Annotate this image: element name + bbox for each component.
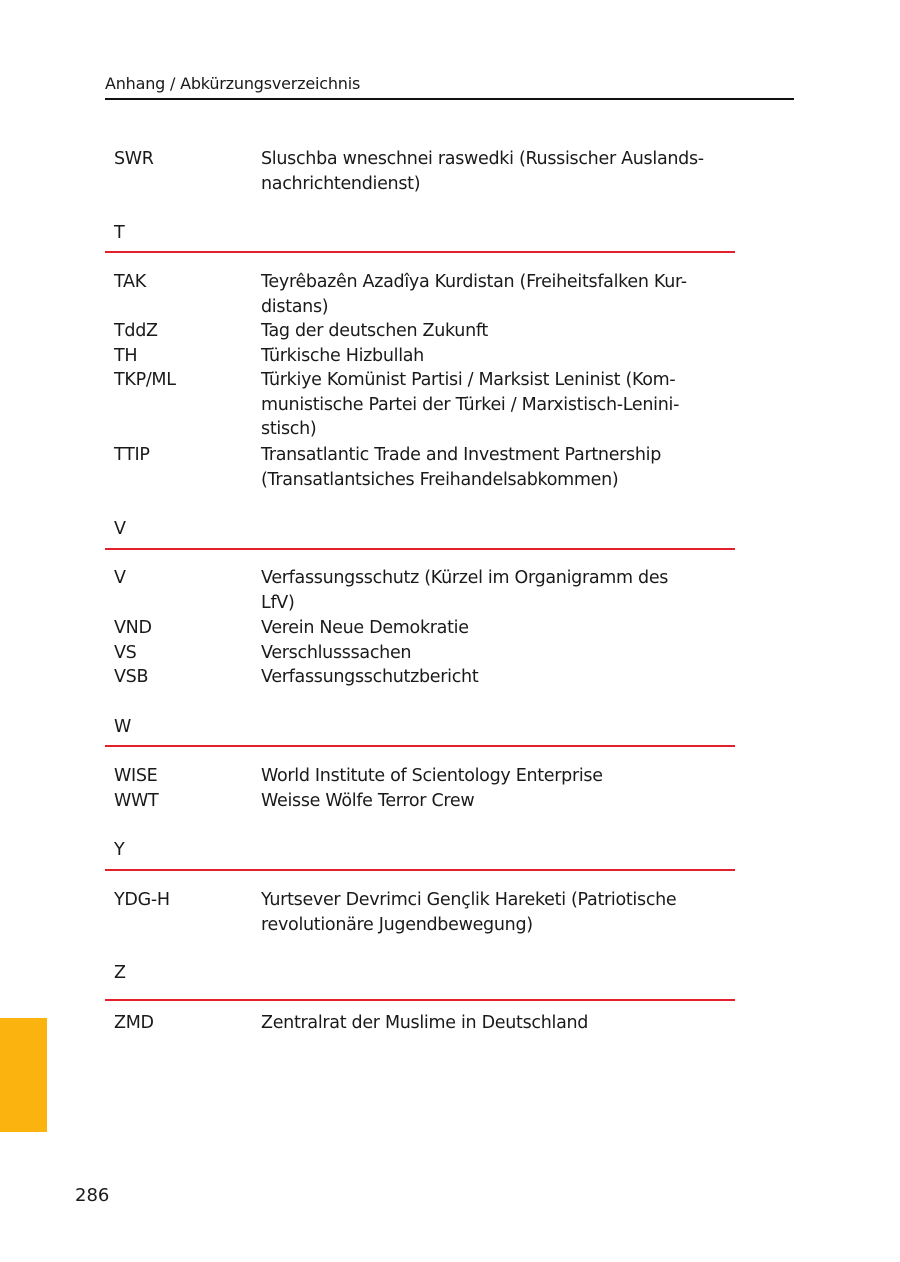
abbreviation: VS: [114, 643, 137, 663]
abbreviation: V: [114, 568, 126, 588]
definition: Teyrêbazên Azadîya Kurdistan (Freiheitsfalken Kur- distans): [261, 272, 687, 317]
definition: Verfassungsschutzbericht: [261, 667, 479, 687]
section-rule: [105, 745, 735, 747]
abbreviation: TddZ: [114, 321, 158, 341]
definition: Sluschba wneschnei raswedki (Russischer Auslands- nachrichtendienst): [261, 149, 704, 194]
abbreviation: ZMD: [114, 1013, 154, 1033]
section-rule: [105, 548, 735, 550]
definition: Verfassungsschutz (Kürzel im Organigramm des LfV): [261, 568, 669, 613]
definition: Yurtsever Devrimci Gençlik Hareketi (Patriotische revolutionäre Jugendbewegung): [261, 890, 677, 935]
abbreviation: TTIP: [114, 445, 150, 465]
definition: Weisse Wölfe Terror Crew: [261, 791, 475, 811]
abbreviation: WWT: [114, 791, 159, 811]
definition: Verein Neue Demokratie: [261, 618, 469, 638]
abbreviation: SWR: [114, 149, 154, 169]
section-letter-v: V: [114, 519, 126, 539]
section-letter-z: Z: [114, 963, 126, 983]
definition: Türkische Hizbullah: [261, 346, 424, 366]
running-header: Anhang / Abkürzungsverzeichnis: [105, 74, 361, 93]
abbreviation: TKP/ML: [114, 370, 176, 390]
definition: Transatlantic Trade and Investment Partnership (Transatlantsiches Freihandelsabkommen): [261, 445, 662, 490]
definition: Verschlusssachen: [261, 643, 412, 663]
section-letter-w: W: [114, 717, 132, 737]
section-rule: [105, 251, 735, 253]
abbreviation: YDG-H: [114, 890, 170, 910]
definition: Türkiye Komünist Partisi / Marksist Leninist (Kom- munistische Partei der Türkei / Marxistisch-Lenini- stisch): [261, 370, 680, 440]
header-rule: [105, 98, 794, 100]
abbreviation: TH: [114, 346, 138, 366]
page-number: 286: [75, 1185, 110, 1206]
section-letter-t: T: [114, 223, 125, 243]
definition: World Institute of Scientology Enterprise: [261, 766, 603, 786]
abbreviation: VND: [114, 618, 152, 638]
section-letter-y: Y: [114, 840, 125, 860]
abbreviation: VSB: [114, 667, 149, 687]
section-rule: [105, 869, 735, 871]
definition: Tag der deutschen Zukunft: [261, 321, 488, 341]
definition: Zentralrat der Muslime in Deutschland: [261, 1013, 589, 1033]
abbreviation: WISE: [114, 766, 158, 786]
section-rule: [105, 999, 735, 1001]
abbreviation: TAK: [114, 272, 146, 292]
chapter-tab-marker: [0, 1018, 47, 1132]
